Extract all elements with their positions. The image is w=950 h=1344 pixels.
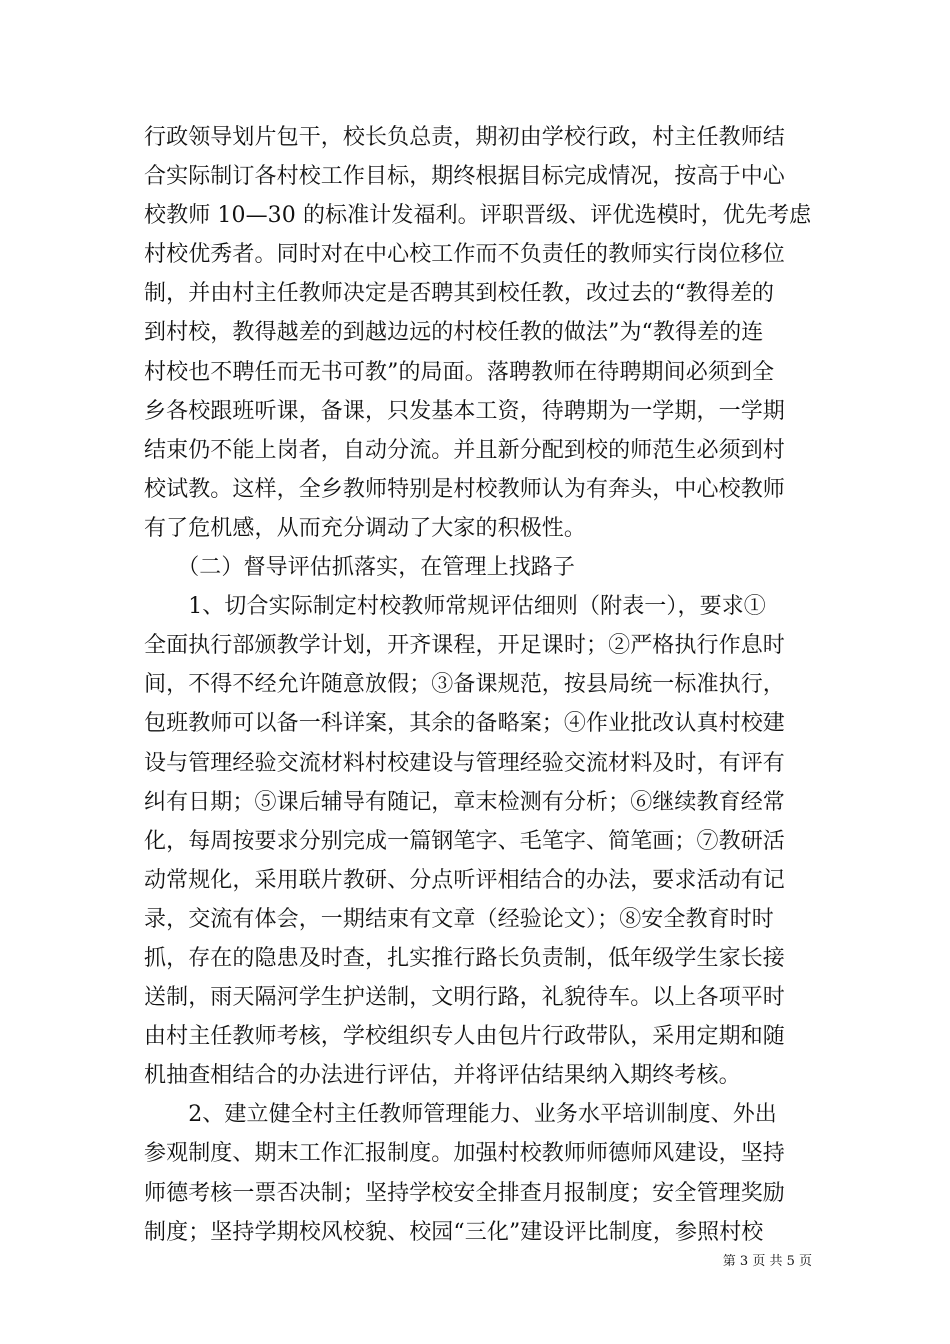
page-number: 第 3 页 共 5 页 xyxy=(722,1254,812,1269)
document-body xyxy=(144,118,812,1252)
text-line: 录，交流有体会，一期结束有文章（经验论文）；⑧安全教育时时 xyxy=(144,906,774,932)
text-line: 乡各校跟班听课，备课，只发基本工资，待聘期为一学期，一学期 xyxy=(144,398,785,424)
text-line: 包班教师可以备一科详案，其余的备略案；④作业批改认真村校建 xyxy=(144,711,785,737)
text-line: 设与管理经验交流材料村校建设与管理经验交流材料及时，有评有 xyxy=(144,750,785,776)
text-line: 全面执行部颁教学计划，开齐课程，开足课时；②严格执行作息时 xyxy=(144,633,785,659)
text-line: 制，并由村主任教师决定是否聘其到校任教，改过去的“教得差的 xyxy=(144,281,775,307)
text-line: 村校也不聘任而无书可教”的局面。落聘教师在待聘期间必须到全 xyxy=(144,359,775,385)
text-line: 村校优秀者。同时对在中心校工作而不负责任的教师实行岗位移位 xyxy=(144,242,785,268)
text-line: 到村校，教得越差的到越边远的村校任教的做法”为“教得差的连 xyxy=(144,320,764,346)
text-line: 抓，存在的隐患及时查，扎实推行路长负责制，低年级学生家长接 xyxy=(144,945,785,971)
text-line: 制度；坚持学期校风校貌、校园“三化”建设评比制度，参照村校 xyxy=(144,1219,764,1245)
text-line: 行政领导划片包干，校长负总责，期初由学校行政，村主任教师结 xyxy=(144,125,785,150)
text-line: 结束仍不能上岗者，自动分流。并且新分配到校的师范生必须到村 xyxy=(144,437,785,463)
text-line: 化，每周按要求分别完成一篇钢笔字、毛笔字、简笔画；⑦教研活 xyxy=(144,828,785,854)
text-line: 动常规化，采用联片教研、分点听评相结合的办法，要求活动有记 xyxy=(144,867,785,893)
text-line: 机抽查相结合的办法进行评估，并将评估结果纳入期终考核。 xyxy=(144,1063,741,1089)
text-line: 送制，雨天隔河学生护送制，文明行路，礼貌待车。以上各项平时 xyxy=(144,985,785,1011)
text-line: 2、建立健全村主任教师管理能力、业务水平培训制度、外出 xyxy=(144,1102,777,1128)
text-line: 间，不得不经允许随意放假；③备课规范，按县局统一标准执行， xyxy=(144,672,785,698)
text-line: 合实际制订各村校工作目标，期终根据目标完成情况，按高于中心 xyxy=(144,164,785,190)
text-line: 师德考核一票否决制；坚持学校安全排查月报制度；安全管理奖励 xyxy=(144,1180,785,1206)
text-line: 由村主任教师考核，学校组织专人由包片行政带队，采用定期和随 xyxy=(144,1024,785,1050)
text-line: 1、切合实际制定村校教师常规评估细则（附表一），要求① xyxy=(144,594,766,620)
text-line: 有了危机感，从而充分调动了大家的积极性。 xyxy=(144,515,587,541)
text-line: 参观制度、期末工作汇报制度。加强村校教师师德师风建设，坚持 xyxy=(144,1141,785,1167)
text-line: 校试教。这样，全乡教师特别是村校教师认为有奔头，中心校教师 xyxy=(144,476,785,502)
text-line: 校教师 10—30 的标准计发福利。评职晋级、评优选模时，优先考虑 xyxy=(144,203,812,229)
text-line: （二）督导评估抓落实，在管理上找路子 xyxy=(144,555,576,581)
text-line: 纠有日期；⑤课后辅导有随记，章末检测有分析；⑥继续教育经常 xyxy=(144,789,785,815)
